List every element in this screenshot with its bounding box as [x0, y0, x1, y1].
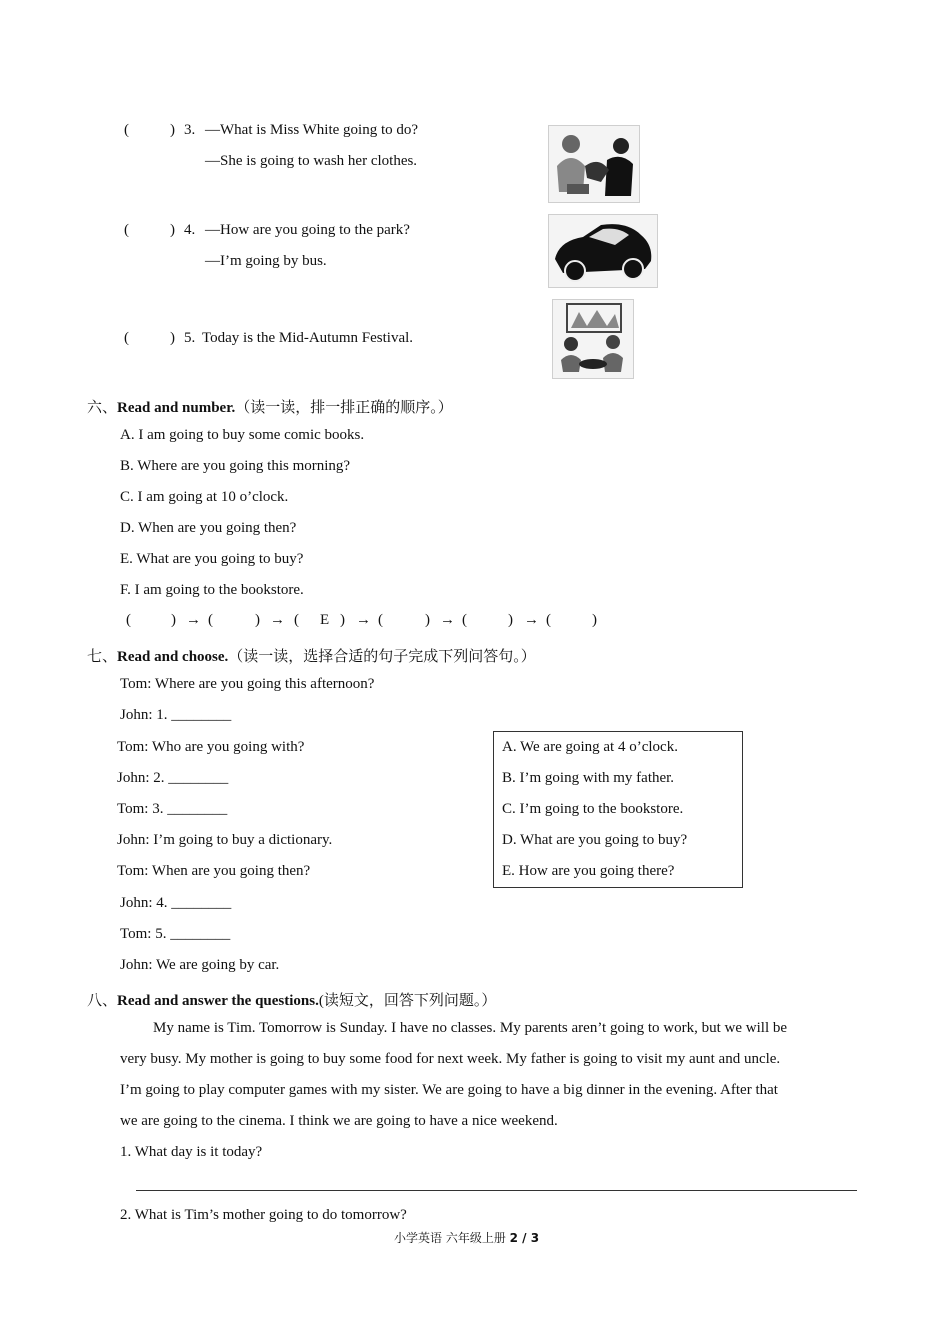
- question-number: 3.: [184, 122, 196, 138]
- dialogue-line: Tom: 3. ________: [117, 801, 228, 817]
- arrow-icon: →: [524, 612, 539, 628]
- arrow-icon: →: [270, 612, 285, 628]
- answer-paren-open: (: [378, 612, 383, 628]
- answer-paren-close: ): [340, 612, 345, 628]
- dialogue-line: John: I’m going to buy a dictionary.: [117, 832, 333, 848]
- section-number: 六、: [87, 400, 118, 416]
- section-title-cn: （读一读，选择合适的句子完成下列问答句。）: [228, 649, 536, 665]
- list-item: A. I am going to buy some comic books.: [120, 427, 365, 443]
- option-item: D. What are you going to buy?: [502, 832, 688, 848]
- page-footer: [394, 1229, 539, 1246]
- answer-paren-close: ): [592, 612, 597, 628]
- answer-paren-open: (: [546, 612, 551, 628]
- passage-line: we are going to the cinema. I think we are going to have a nice weekend.: [120, 1113, 558, 1129]
- arrow-icon: →: [186, 612, 201, 628]
- arrow-icon: →: [356, 612, 371, 628]
- question-number: 5.: [184, 330, 196, 346]
- section-7-title: [87, 645, 536, 666]
- answer-paren-close: ): [171, 612, 176, 628]
- option-item: B. I’m going with my father.: [502, 770, 675, 786]
- answer-paren-close: ): [170, 222, 175, 238]
- answer-paren-close: ): [508, 612, 513, 628]
- given-answer: E: [320, 612, 330, 628]
- options-box: [493, 731, 743, 888]
- dialogue-line: Tom: Who are you going with?: [117, 739, 305, 755]
- answer-paren-open: (: [294, 612, 299, 628]
- dialogue-line: John: 4. ________: [120, 895, 232, 911]
- section-title-en: Read and choose.: [117, 649, 229, 665]
- section-title-en: Read and answer the questions.: [117, 993, 319, 1009]
- answer-line[interactable]: [136, 1190, 857, 1191]
- section-title-cn: （读一读，排一排正确的顺序。）: [235, 400, 453, 416]
- dialogue-line: Tom: Where are you going this afternoon?: [120, 676, 375, 692]
- section-8-title: [87, 989, 496, 1010]
- section-number: 七、: [87, 649, 118, 665]
- answer-paren-open: (: [124, 122, 129, 138]
- option-item: A. We are going at 4 o’clock.: [502, 739, 678, 755]
- dialogue-line: John: 1. ________: [120, 707, 232, 723]
- answer-line: —She is going to wash her clothes.: [205, 153, 418, 169]
- list-item: B. Where are you going this morning?: [120, 458, 351, 474]
- dialogue-line: John: We are going by car.: [120, 957, 280, 973]
- list-item: E. What are you going to buy?: [120, 551, 304, 567]
- list-item: F. I am going to the bookstore.: [120, 582, 304, 598]
- dialogue-line: John: 2. ________: [117, 770, 229, 786]
- answer-paren-close: ): [425, 612, 430, 628]
- mid-autumn-family-picture: [552, 299, 634, 379]
- question-line: Today is the Mid-Autumn Festival.: [202, 330, 414, 346]
- section-6-title: [87, 396, 453, 417]
- car-picture: [548, 214, 658, 288]
- passage-line: very busy. My mother is going to buy some food for next week. My father is going to visit my aunt and uncle.: [120, 1051, 781, 1067]
- answer-paren-open: (: [462, 612, 467, 628]
- list-item: C. I am going at 10 o’clock.: [120, 489, 289, 505]
- answer-paren-close: ): [170, 330, 175, 346]
- passage-line: My name is Tim. Tomorrow is Sunday. I have no classes. My parents aren’t going to work, but we will be: [153, 1020, 788, 1036]
- option-item: C. I’m going to the bookstore.: [502, 801, 684, 817]
- section-title-cn: (读短文，回答下列问题。）: [318, 993, 497, 1009]
- footer-text: 小学英语 六年级上册: [394, 1231, 510, 1245]
- question-number: 4.: [184, 222, 196, 238]
- option-item: E. How are you going there?: [502, 863, 675, 879]
- question-item: 1. What day is it today?: [120, 1144, 263, 1160]
- dialogue-line: Tom: 5. ________: [120, 926, 231, 942]
- answer-line: —I’m going by bus.: [205, 253, 327, 269]
- washing-clothes-picture: [548, 125, 640, 203]
- answer-paren-close: ): [255, 612, 260, 628]
- dialogue-line: Tom: When are you going then?: [117, 863, 311, 879]
- answer-paren-open: (: [124, 222, 129, 238]
- answer-paren-close: ): [170, 122, 175, 138]
- section-title-en: Read and number.: [117, 400, 236, 416]
- section-number: 八、: [87, 993, 118, 1009]
- answer-paren-open: (: [208, 612, 213, 628]
- question-item: 2. What is Tim’s mother going to do tomorrow?: [120, 1207, 407, 1223]
- question-line: —What is Miss White going to do?: [205, 122, 419, 138]
- arrow-icon: →: [440, 612, 455, 628]
- answer-paren-open: (: [124, 330, 129, 346]
- answer-paren-open: (: [126, 612, 131, 628]
- question-line: —How are you going to the park?: [205, 222, 410, 238]
- passage-line: I’m going to play computer games with my sister. We are going to have a big dinner in the evening. After that: [120, 1082, 778, 1098]
- list-item: D. When are you going then?: [120, 520, 297, 536]
- page-number: 2 / 3: [509, 1231, 540, 1245]
